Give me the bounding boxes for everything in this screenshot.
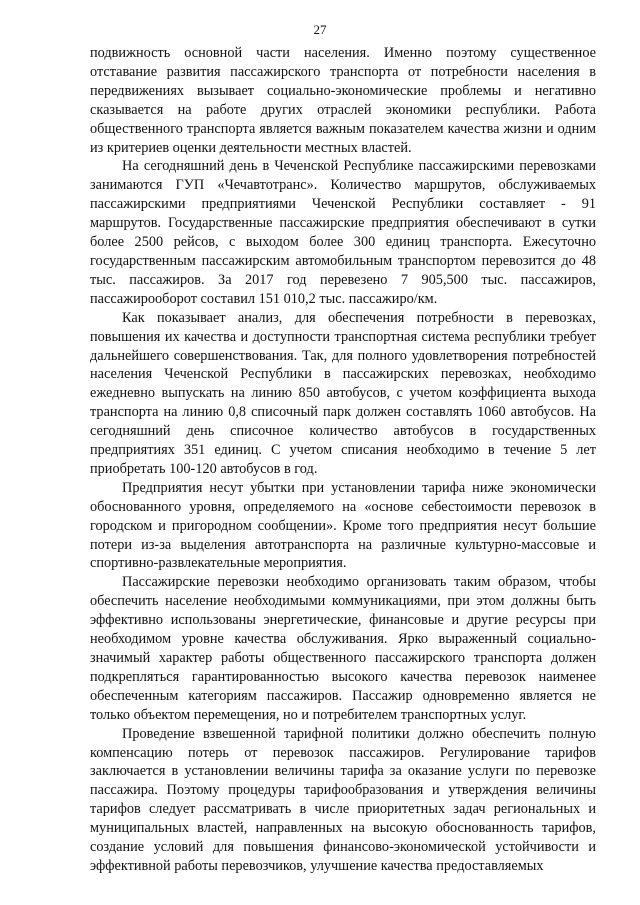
page-number: 27 xyxy=(313,22,327,37)
paragraph: Проведение взвешенной тарифной политики должно обеспечить полную компенсацию потерь от перевозок пассажиров. Регулирование тарифов заключается в установлении величины тарифа за оказание услуги по перевозке пассажира. Поэтому процедуры тарифообразования и утверждения величины тарифов следует рассматривать в числе приоритетных задач региональных и муниципальных властей, направленных на высокую обоснованность тарифов, создание условий для повышения финансово-экономической устойчивости и эффективной работы перевозчиков, улучшение качества предоставляемых xyxy=(90,725,596,874)
paragraph: подвижность основной части населения. Именно поэтому существенное отставание развития пассажирского транспорта от потребности населения в передвижениях вызывает социально-экономические проблемы и негативно сказывается на работе других отраслей экономики республики. Работа общественного транспорта является важным показателем качества жизни и одним из критериев оценки деятельности местных властей. xyxy=(90,45,596,156)
paragraph: Пассажирские перевозки необходимо организовать таким образом, чтобы обеспечить население необходимыми коммуникациями, при этом должны быть эффективно использованы энергетические, финансовые и другие ресурсы при необходимом уровне качества обслуживания. Ярко выраженный социально-значимый характер работы общественного пассажирского транспорта должен подкрепляться гарантированностью высокого качества перевозок наименее обеспеченным категориям пассажиров. Пассажир одновременно является не только объектом перемещения, но и потребителем транспортных услуг. xyxy=(90,574,596,723)
document-body xyxy=(90,44,596,876)
paragraph: Как показывает анализ, для обеспечения потребности в перевозках, повышения их качества и доступности транспортная система республики требует дальнейшего совершенствования. Так, для полного удовлетворения потребностей населения Чеченской Республики в пассажирских перевозках, необходимо ежедневно выпускать на линию 850 автобусов, с учетом коэффициента выхода транспорта на линию 0,8 списочный парк должен составлять 1060 автобусов. На сегодняшний день списочное количество автобусов в государственных предприятиях 351 единиц. С учетом списания необходимо в течение 5 лет приобретать 100-120 автобусов в год. xyxy=(90,309,596,477)
paragraph: Предприятия несут убытки при установлении тарифа ниже экономически обоснованного уровня, определяемого на «основе себестоимости перевозок в городском и пригородном сообщении». Кроме того предприятия несут большие потери из-за выделения автотранспорта на различные культурно-массовые и спортивно-развлекательные мероприятия. xyxy=(90,479,596,572)
paragraph: На сегодняшний день в Чеченской Республике пассажирскими перевозками занимаются ГУП «Чечавтотранс». Количество маршрутов, обслуживаемых пассажирскими предприятиями Чеченской Республики составляет - 91 маршрутов. Государственные пассажирские предприятия обеспечивают в сутки более 2500 рейсов, с выходом более 300 единиц транспорта. Ежесуточно государственным пассажирским автомобильным транспортом перевозится до 48 тыс. пассажиров. За 2017 год перевезено 7 905,500 тыс. пассажиров, пассажирооборот составил 151 010,2 тыс. пассажиро/км. xyxy=(90,158,596,307)
